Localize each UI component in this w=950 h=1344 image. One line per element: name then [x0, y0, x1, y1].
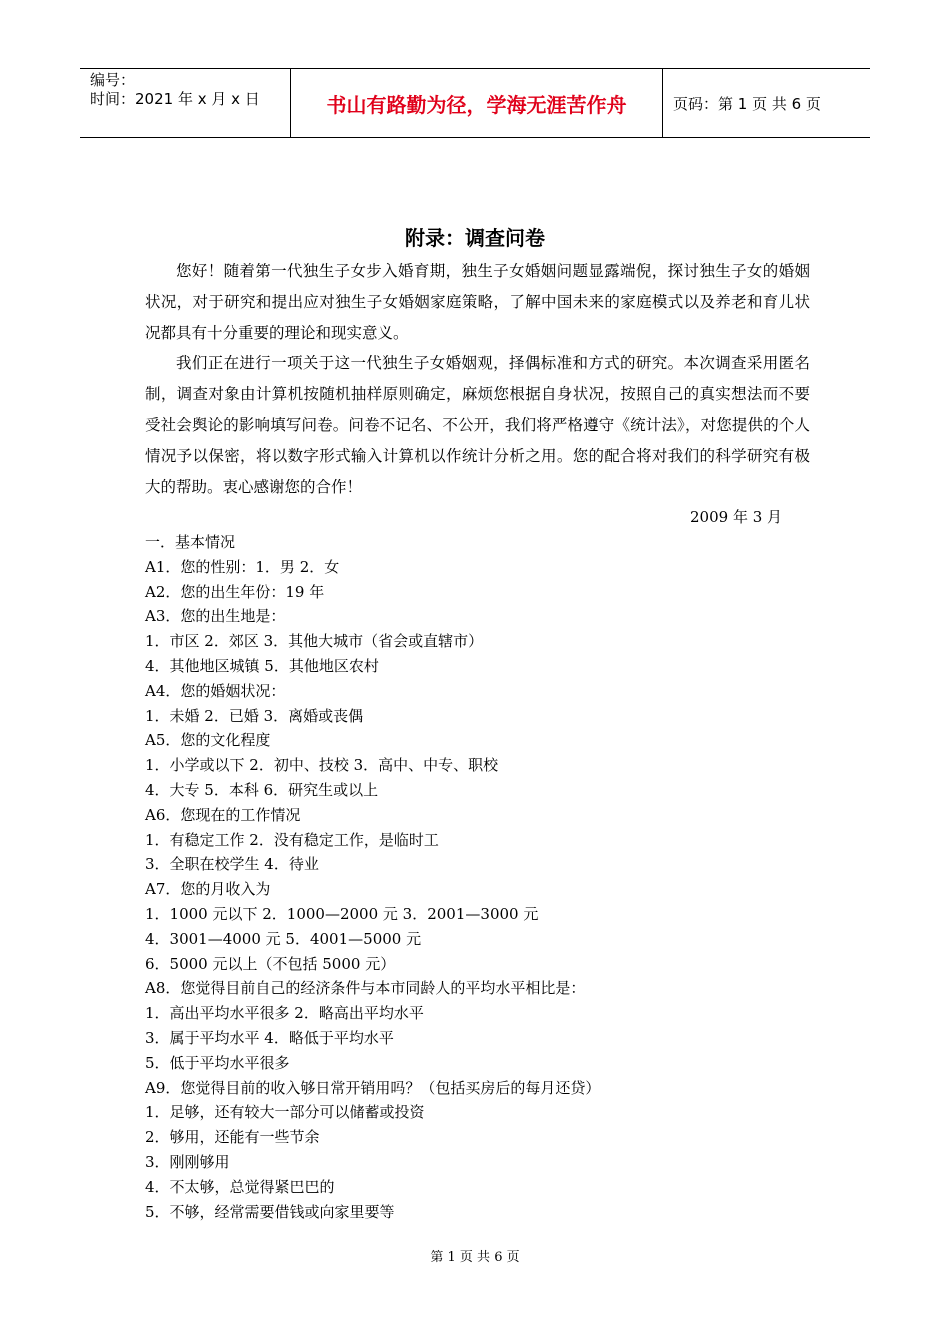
header-meta	[80, 69, 291, 137]
question-line: A1．您的性别：1．男 2．女	[145, 557, 340, 576]
question-line: 1．足够，还有较大一部分可以储蓄或投资	[145, 1103, 425, 1122]
page-title: 附录：调查问卷	[405, 226, 545, 250]
question-line: 1．市区 2．郊区 3．其他大城市（省会或直辖市）	[145, 632, 484, 651]
question-line: 4．其他地区城镇 5．其他地区农村	[145, 656, 379, 675]
question-line: A7．您的月收入为	[145, 880, 271, 899]
question-line: 3．全职在校学生 4．待业	[145, 855, 319, 874]
question-line: 4．大专 5．本科 6．研究生或以上	[145, 780, 379, 799]
intro-text-1: 您好！随着第一代独生子女步入婚育期，独生子女婚姻问题显露端倪，探讨独生子女的婚姻状况，对于研究和提出应对独生子女婚姻家庭策略，了解中国未来的家庭模式以及养老和育儿状况都具有十分重要的理论和现实意义。	[145, 262, 810, 342]
document-number-label: 编号：	[90, 71, 136, 89]
question-line: 3．属于平均水平 4．略低于平均水平	[145, 1028, 394, 1047]
question-line: A2．您的出生年份：19 年	[145, 582, 325, 601]
question-line: 1．未婚 2．已婚 3．离婚或丧偶	[145, 706, 364, 725]
document-date: 时间：2021 年 x 月 x 日	[90, 90, 260, 108]
question-line: 4．不太够，总觉得紧巴巴的	[145, 1177, 335, 1196]
question-list	[145, 530, 845, 1224]
question-line: 一．基本情况	[145, 533, 236, 551]
question-line: 1．高出平均水平很多 2．略高出平均水平	[145, 1004, 424, 1023]
page-footer: 第 1 页 共 6 页	[430, 1250, 520, 1265]
question-line: 2．够用，还能有一些节余	[145, 1128, 320, 1147]
intro-paragraph-2	[145, 348, 810, 503]
question-line: 3．刚刚够用	[145, 1152, 230, 1171]
question-line: A3．您的出生地是：	[145, 607, 286, 626]
question-line: 6．5000 元以上（不包括 5000 元）	[145, 954, 396, 973]
question-line: 5．不够，经常需要借钱或向家里要等	[145, 1202, 395, 1221]
question-line: A8．您觉得目前自己的经济条件与本市同龄人的平均水平相比是：	[145, 979, 586, 998]
question-line: 5．低于平均水平很多	[145, 1053, 290, 1072]
question-line: 1．有稳定工作 2．没有稳定工作，是临时工	[145, 830, 439, 849]
question-line: A4．您的婚姻状况：	[145, 681, 286, 700]
question-line: 1．小学或以下 2．初中、技校 3．高中、中专、职校	[145, 756, 499, 775]
header-motto: 书山有路勤为径，学海无涯苦作舟	[291, 69, 663, 137]
question-line: 1．1000 元以下 2．1000—2000 元 3．2001—3000 元	[145, 904, 539, 923]
question-line: A6．您现在的工作情况	[145, 805, 301, 824]
survey-date: 2009 年 3 月	[690, 508, 783, 526]
header-page-info: 页码：第 1 页 共 6 页	[673, 94, 821, 113]
intro-text-2: 我们正在进行一项关于这一代独生子女婚姻观，择偶标准和方式的研究。本次调查采用匿名制，调查对象由计算机按随机抽样原则确定，麻烦您根据自身状况，按照自己的真实想法而不要受社会舆论的影响填写问卷。问卷不记名、不公开，我们将严格遵守《统计法》，对您提供的个人情况予以保密，将以数字形式输入计算机以作统计分析之用。您的配合将对我们的科学研究有极大的帮助。衷心感谢您的合作！	[145, 354, 810, 496]
question-line: A5．您的文化程度	[145, 731, 271, 750]
page-header	[80, 68, 870, 138]
intro-paragraph-1	[145, 256, 810, 349]
question-line: A9．您觉得目前的收入够日常开销用吗？（包括买房后的每月还贷）	[145, 1078, 601, 1097]
question-line: 4．3001—4000 元 5．4001—5000 元	[145, 929, 422, 948]
